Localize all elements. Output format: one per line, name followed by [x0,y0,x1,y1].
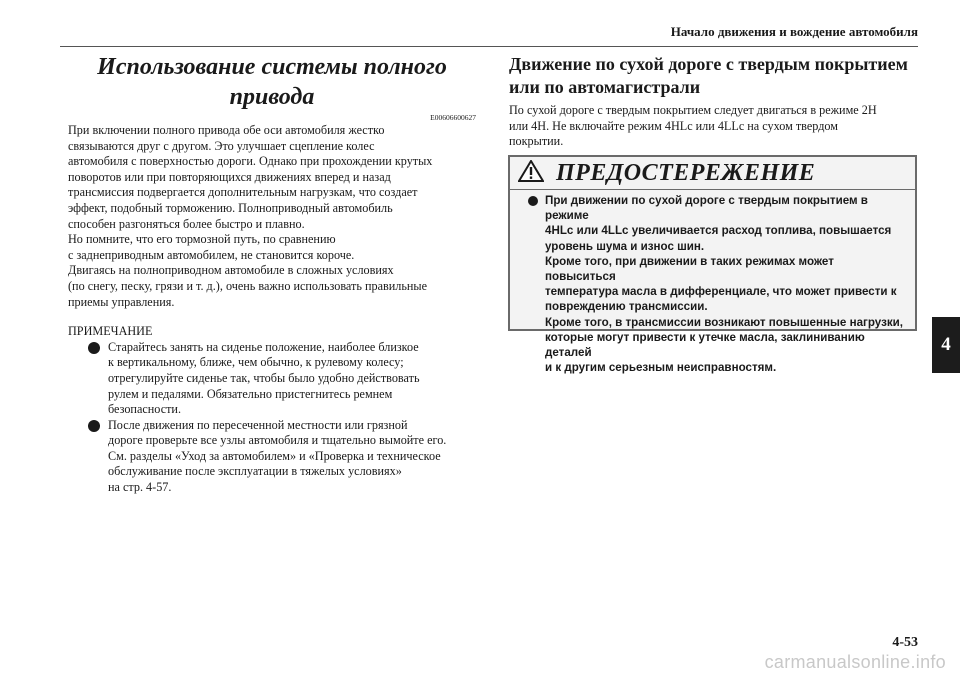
header-rule [60,46,918,47]
dry-road-line: или 4H. Не включайте режим 4HLc или 4LLc на сухом твердом [509,118,838,133]
intro-line: Но помните, что его тормозной путь, по сравнению [68,232,336,247]
note-line: обслуживание после эксплуатации в тяжелых условиях» [108,464,402,479]
intro-line: При включении полного привода обе оси автомобиля жестко [68,123,385,137]
warning-line: Кроме того, при движении в таких режимах может повыситься [545,254,834,284]
intro-line: Двигаясь на полноприводном автомобиле в сложных условиях [68,263,394,278]
intro-line: способен разгоняться более быстро и плавно. [68,216,305,231]
note-line: к вертикальному, ближе, чем обычно, к рулевому колесу; [108,355,404,370]
note-item [88,418,476,496]
warning-line: уровень шума и износ шин. [545,239,705,253]
intro-line: автомобиля с поверхностью дороги. Однако при прохождении крутых [68,154,433,169]
intro-line: трансмиссия подвергается дополнительным нагрузкам, что создает [68,185,418,200]
intro-line: с заднеприводным автомобилем, не становится короче. [68,247,355,262]
left-column [68,52,476,496]
section-header: Начало движения и вождение автомобиля [670,24,918,39]
note-line: отрегулируйте сиденье так, чтобы было удобно действовать [108,370,420,385]
warning-body [510,190,915,375]
note-line: Старайтесь занять на сиденье положение, наиболее близкое [108,339,419,354]
warning-line: которые могут привести к утечке масла, заклиниванию деталей [545,330,865,360]
dry-road-text [509,103,919,150]
intro-line: приемы управления. [68,294,175,309]
warning-title: ПРЕДОСТЕРЕЖЕНИЕ [556,159,816,186]
bullet-icon [88,342,100,354]
note-item [88,340,476,418]
note-line: См. разделы «Уход за автомобилем» и «Проверка и техническое [108,448,441,463]
bullet-icon [88,420,100,432]
note-line: После движения по пересеченной местности или грязной [108,417,408,432]
note-line: рулем и педалями. Обязательно пристегнитесь ремнем [108,386,393,401]
warning-triangle-icon [518,160,544,187]
note-line: дороге проверьте все узлы автомобиля и тщательно вымойте его. [108,433,447,448]
note-heading: ПРИМЕЧАНИЕ [68,324,153,339]
warning-line: При движении по сухой дороге с твердым покрытием в режиме [545,194,868,223]
dry-road-title [509,53,919,99]
warning-line: Кроме того, в трансмиссии возникают повышенные нагрузки, [545,315,903,329]
warning-item [528,193,905,375]
intro-line: поворотов или при повторяющихся движениях вперед и назад [68,169,391,184]
right-column [509,53,919,150]
dry-road-title-line: или по автомагистрали [509,77,701,97]
page-number: 4-53 [892,635,918,650]
warning-line: температура масла в дифференциале, что может привести к [545,285,897,299]
bullet-icon [528,196,538,206]
intro-text [68,123,476,310]
chapter-tab: 4 [932,317,960,373]
note-list [68,340,476,496]
warning-line: и к другим серьезным неисправностям. [545,361,777,375]
intro-line: (по снегу, песку, грязи и т. д.), очень важно использовать правильные [68,278,428,293]
note-line: безопасности. [108,402,182,417]
dry-road-line: покрытии. [509,134,564,149]
dry-road-line: По сухой дороге с твердым покрытием следует двигаться в режиме 2H [509,103,877,117]
warning-line: 4HLc или 4LLc увеличивается расход топлива, повышается [545,224,892,238]
watermark: carmanualsonline.info [764,652,946,672]
section-code: E00606600627 [430,113,476,122]
dry-road-title-line: Движение по сухой дороге с твердым покрытием [509,54,908,74]
four-wheel-drive-title: Использование системы полного привода [97,54,447,110]
intro-line: эффект, подобный торможению. Полноприводный автомобиль [68,200,393,215]
intro-line: связываются друг с другом. Это улучшает сцепление колес [68,138,375,153]
warning-header [510,157,915,190]
warning-line: повреждению трансмиссии. [545,300,708,314]
warning-box [508,155,917,375]
note-line: на стр. 4-57. [108,480,172,495]
